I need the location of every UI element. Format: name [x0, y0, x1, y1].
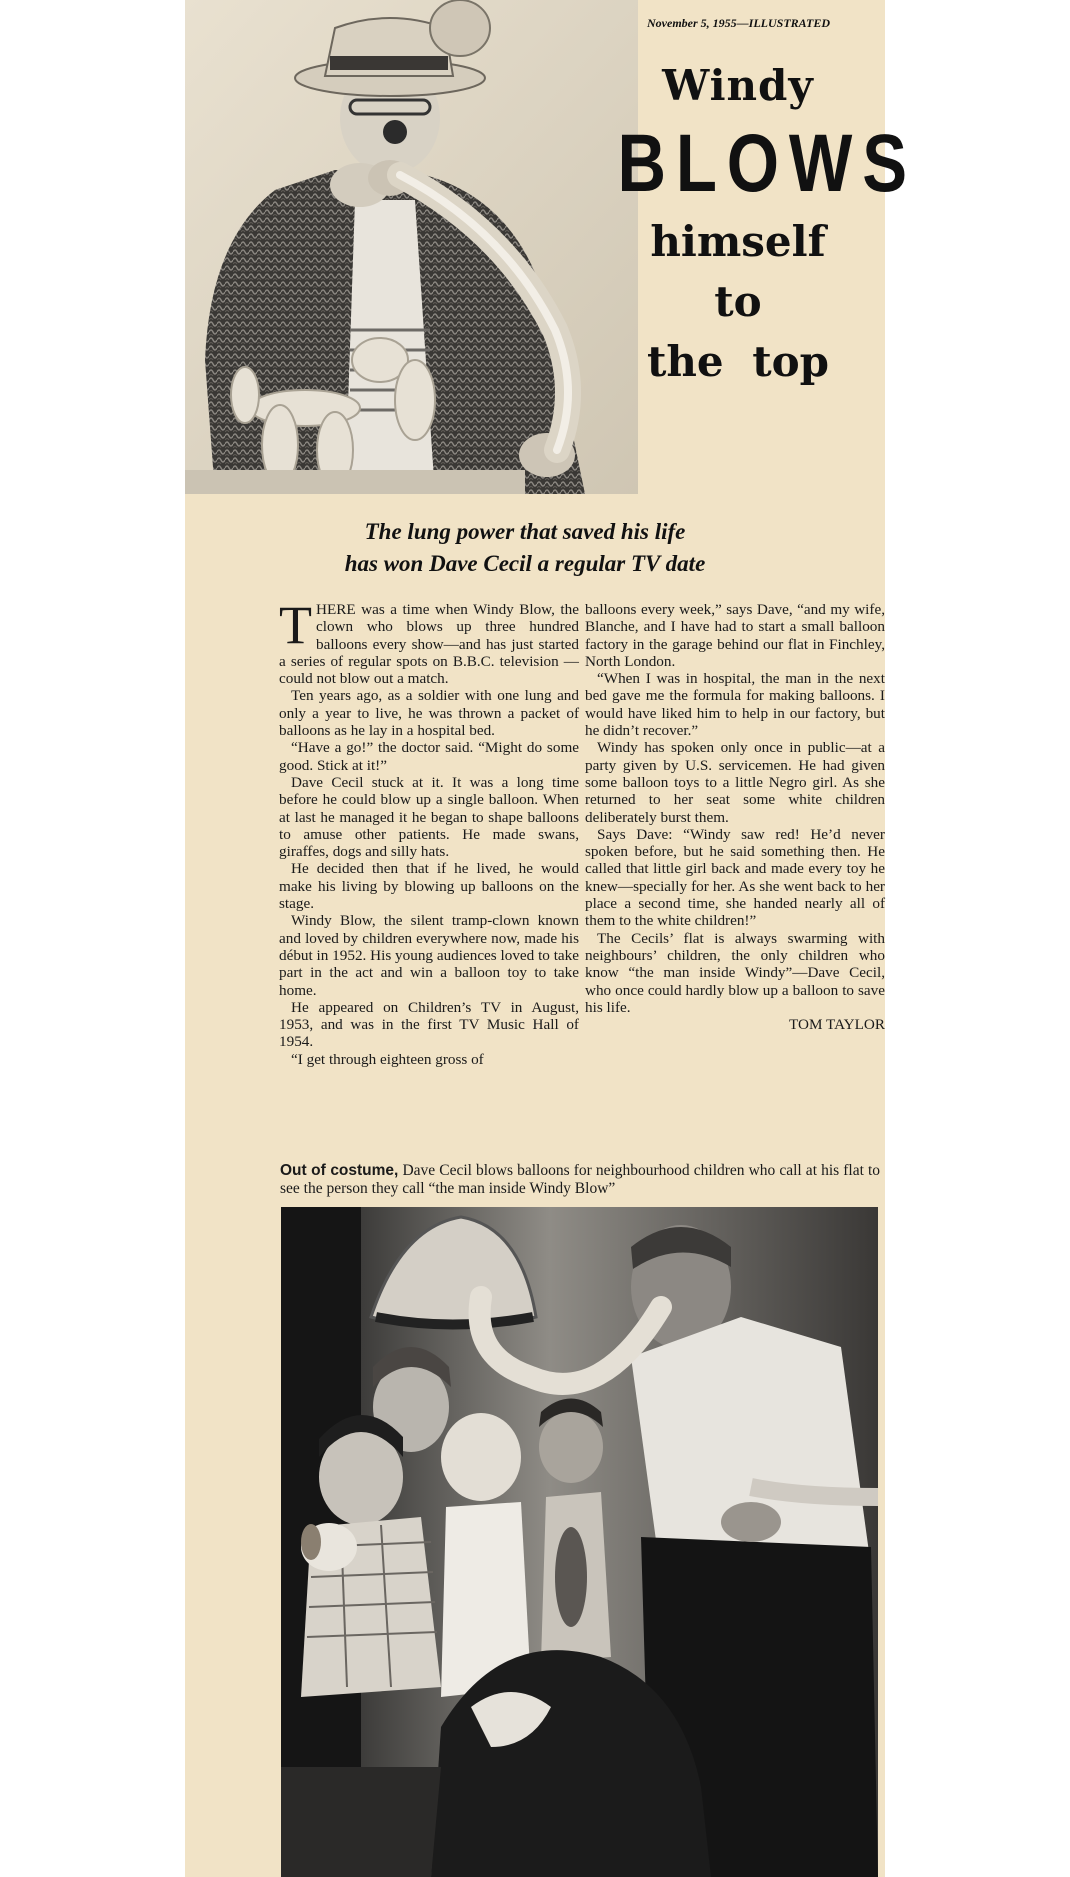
- subheadline-line-1: The lung power that saved his life: [364, 519, 686, 544]
- article-paragraph: Says Dave: “Windy saw red! He’d never spoken before, but he said something then. He called that little girl back and made every toy he knew—specially for her. As she went back to her place a second time, she handed nearly all of them to the white children!”: [585, 825, 885, 930]
- caption-text: Dave Cecil blows balloons for neighbourhood children who call at his flat to see the person they call “the man inside Windy Blow”: [280, 1162, 881, 1197]
- photo-caption: [280, 1162, 880, 1198]
- article-paragraph-text: HERE was a time when Windy Blow, the clown who blows up three hundred balloons every show—and has just started a series of regular spots on B.B.C. television —could not blow out a match.: [279, 601, 579, 688]
- drop-cap: T: [279, 595, 312, 655]
- byline: TOM TAYLOR: [789, 1016, 885, 1034]
- clown-photo: [185, 0, 638, 494]
- caption-lead: Out of costume,: [280, 1162, 399, 1179]
- subheadline: [245, 516, 805, 580]
- article-paragraph: He appeared on Children’s TV in August, 1953, and was in the first TV Music Hall of 1954.: [279, 998, 579, 1051]
- article-paragraph: He decided then that if he lived, he would make his living by blowing up balloons on the stage.: [279, 860, 579, 913]
- article-paragraph: [279, 595, 579, 688]
- article-paragraph: The Cecils’ flat is always swarming with neighbours’ children, the only children who know “the man inside Windy”—Dave Cecil, who once could hardly blow up a balloon to save his life.: [585, 929, 885, 1016]
- headline-line-2: BLOWS: [617, 118, 917, 209]
- article-paragraph: Dave Cecil stuck at it. It was a long time before he could blow up a single balloon. When at last he managed it he began to shape balloons to amuse other patients. He made swans, giraffes, dogs and silly hats.: [279, 773, 579, 861]
- dateline: November 5, 1955—ILLUSTRATED: [647, 16, 830, 30]
- headline: [591, 56, 917, 392]
- headline-line-1: Windy: [662, 61, 814, 110]
- article-column-1: [279, 595, 579, 1068]
- article-paragraph: Windy has spoken only once in public—at a party given by U.S. servicemen. He had given some balloon toys to a little Negro girl. As she returned to her seat some white children deliberately burst them.: [585, 739, 885, 826]
- article-paragraph: Windy Blow, the silent tramp-clown known and loved by children everywhere now, made his début in 1952. His young audiences loved to take part in the act and win a balloon toy to take home.: [279, 912, 579, 999]
- children-photo: [281, 1207, 878, 1877]
- newspaper-page: [185, 0, 917, 1877]
- article-paragraph: balloons every week,” says Dave, “and my wife, Blanche, and I have had to start a small balloon factory in the garage behind our flat in Finchley, North London.: [585, 601, 885, 670]
- article-paragraph: “I get through eighteen gross of: [291, 1050, 484, 1068]
- article-paragraph: Ten years ago, as a soldier with one lung and only a year to live, he was thrown a packet of balloons as he lay in a hospital bed.: [279, 687, 579, 740]
- headline-line-5: the top: [646, 337, 830, 386]
- article-column-2: [585, 601, 885, 1033]
- article-paragraph: “When I was in hospital, the man in the next bed gave me the formula for making balloons. I would have liked him to help in our factory, but he didn’t recover.”: [585, 670, 885, 740]
- headline-line-4: to: [714, 277, 762, 326]
- headline-line-3: himself: [650, 217, 826, 266]
- article-paragraph: “Have a go!” the doctor said. “Might do some good. Stick at it!”: [279, 739, 579, 774]
- subheadline-line-2: has won Dave Cecil a regular TV date: [344, 551, 706, 576]
